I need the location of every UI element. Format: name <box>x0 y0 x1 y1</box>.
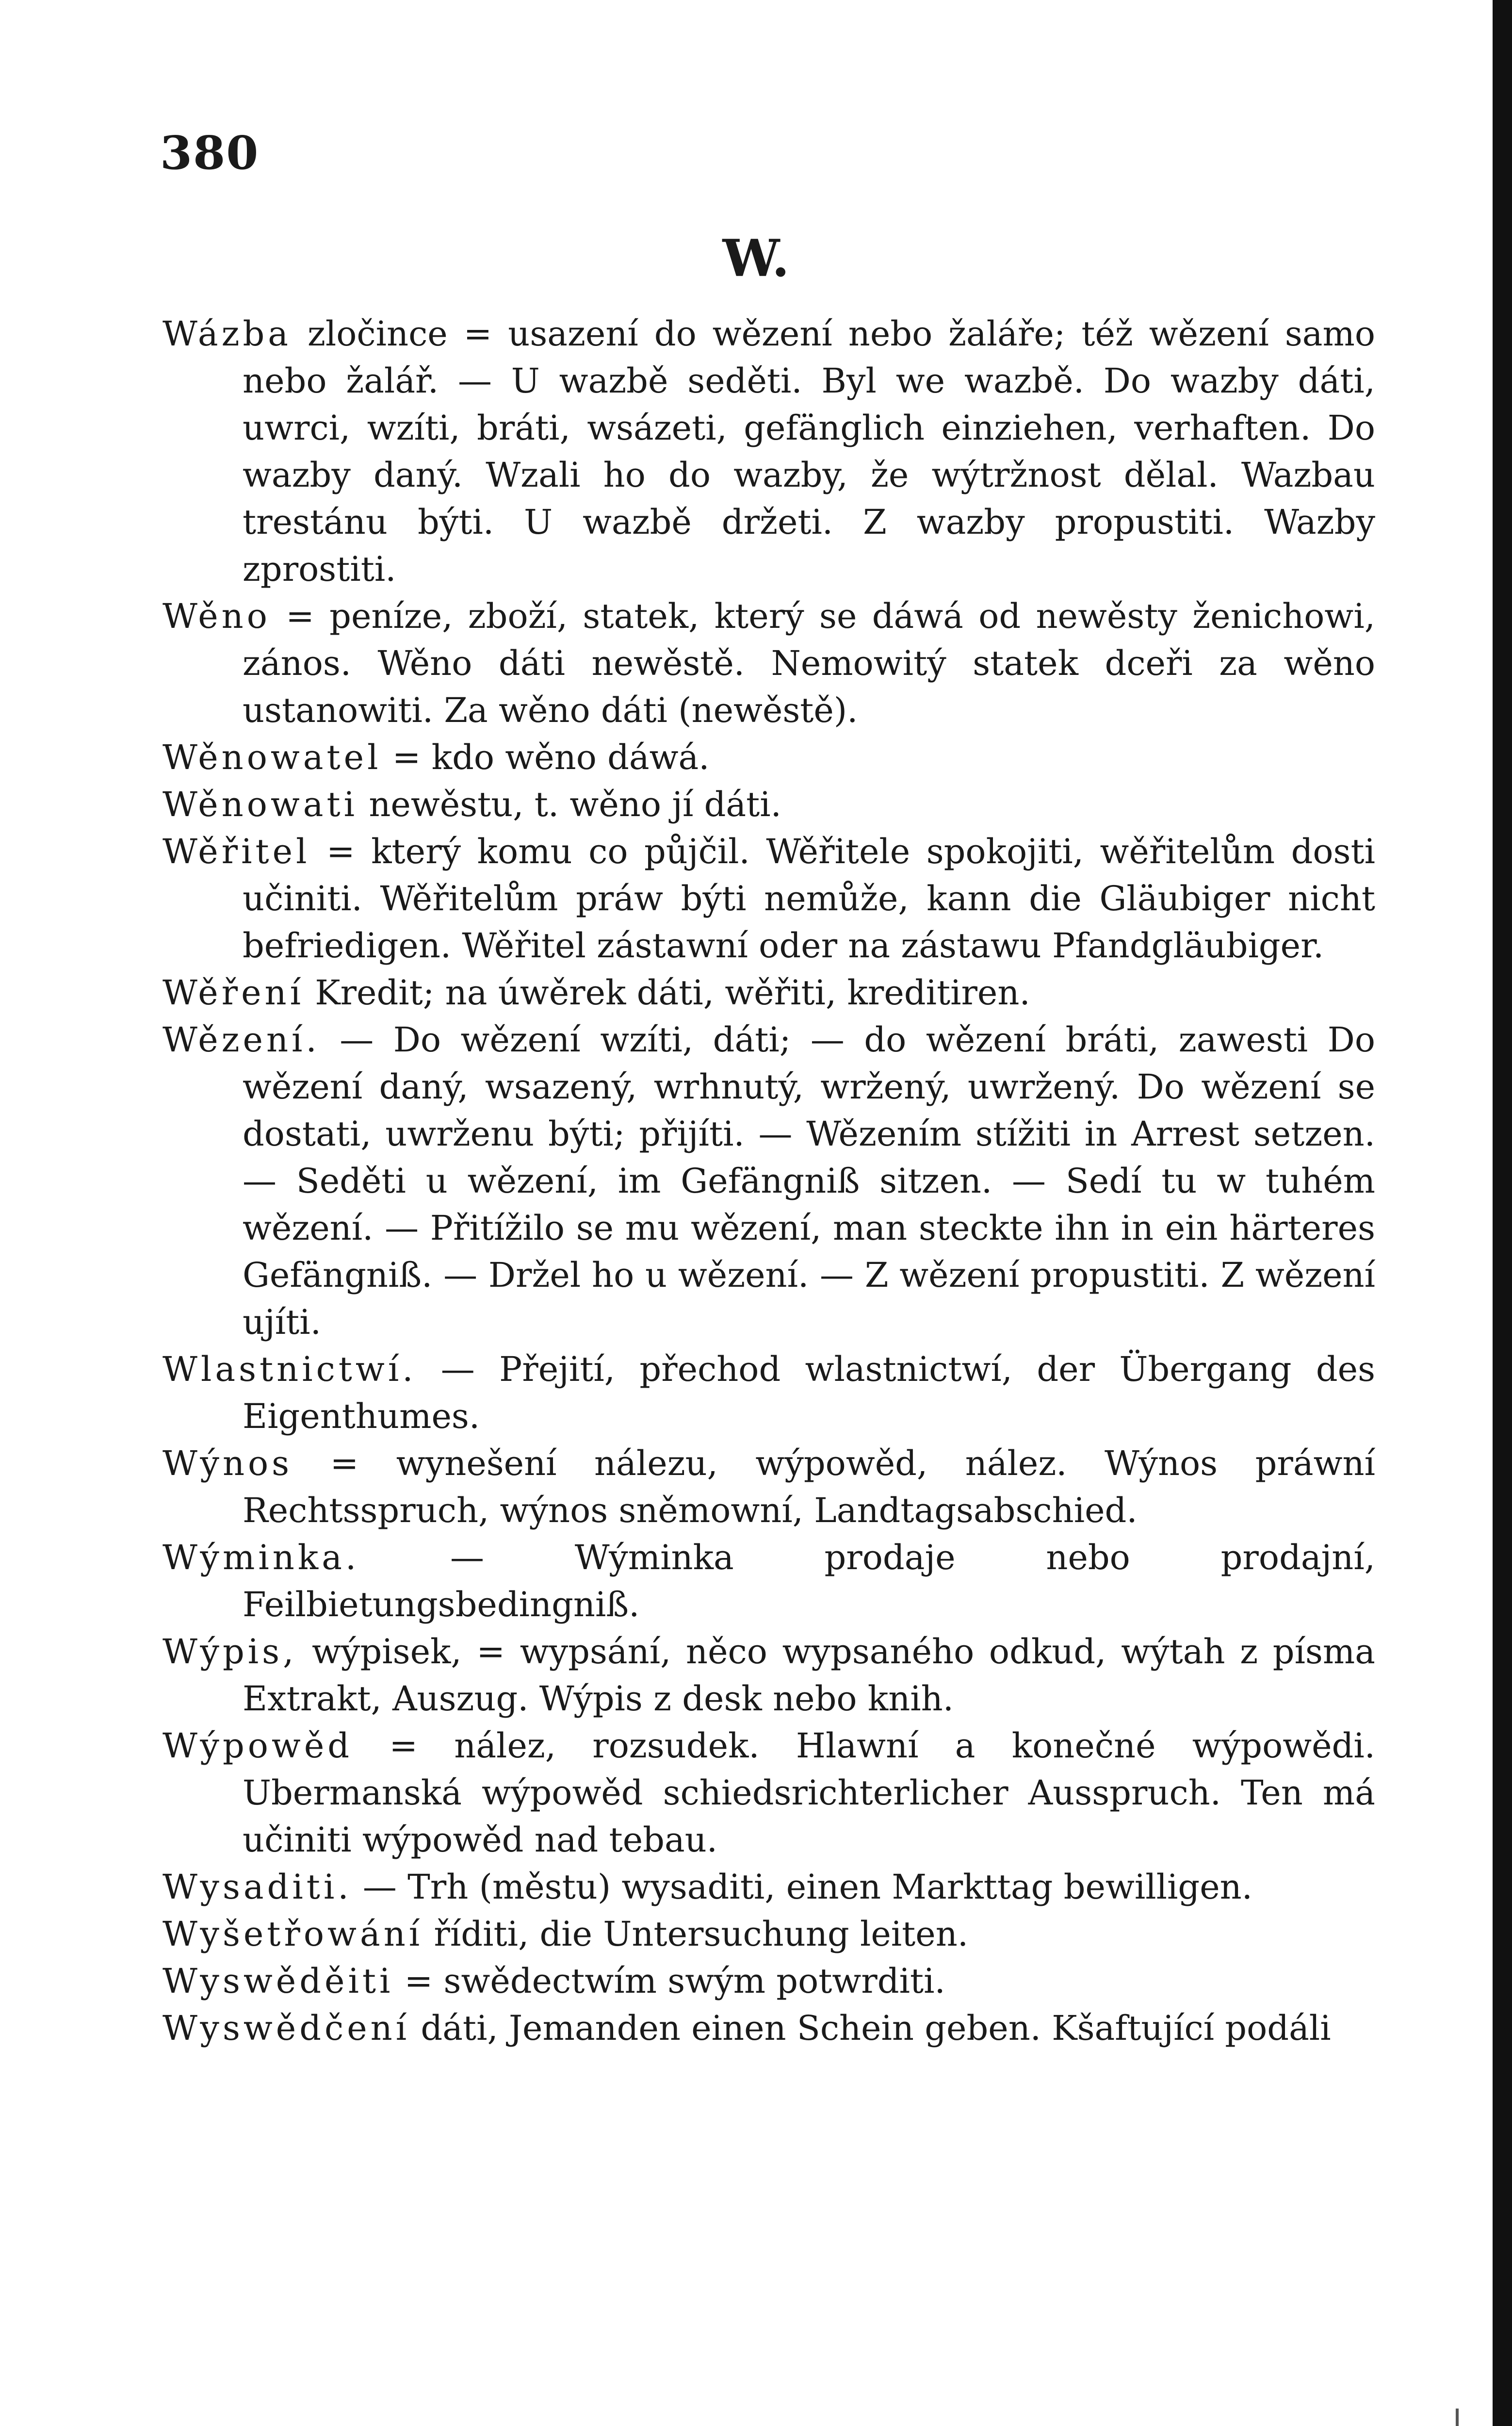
entry-headword: Wěřitel <box>163 832 310 871</box>
entry-wyswedceni <box>163 2005 1375 2052</box>
entry-headword: Wězení. <box>163 1020 320 1060</box>
entry-headword: Wěno <box>163 596 271 636</box>
entry-body: Kredit; na úwěrek dáti, wěřiti, kreditiren. <box>304 973 1030 1013</box>
entry-body: = nález, rozsudek. Hlawní a konečné wýpowědi. Ubermanská wýpowěd schiedsrichterlicher Ausspruch. Ten má učiniti wýpowěd nad tebau. <box>243 1726 1375 1860</box>
entry-weritel <box>163 828 1375 969</box>
entry-headword: Wěření <box>163 973 305 1013</box>
entry-body: newěstu, t. wěno jí dáti. <box>358 785 781 824</box>
entry-headword: Wyswěděiti <box>163 1961 394 2001</box>
entry-headword: Wysaditi. <box>163 1867 352 1907</box>
entry-wenowati <box>163 781 1375 828</box>
entry-headword: Wyswědčení <box>163 2008 410 2048</box>
entry-wlastnictwi <box>163 1346 1375 1440</box>
entry-wyminka <box>163 1534 1375 1628</box>
page-edge-shadow <box>1493 0 1512 2426</box>
entry-wysaditi <box>163 1864 1375 1911</box>
entry-headword: Wýminka. <box>163 1538 360 1577</box>
entry-body: = swědectwím swým potwrditi. <box>393 1961 945 2001</box>
entry-body: — Wýminka prodaje nebo prodajní, Feilbietungsbedingniß. <box>243 1538 1375 1624</box>
section-heading: W. <box>722 228 790 288</box>
entry-body: = který komu co půjčil. Wěřitele spokojiti, wěřitelům dosti učiniti. Wěřitelům práw býti nemůže, kann die Gläubiger nicht befriedigen. Wěřitel zástawní oder na zástawu Pfandgläubiger. <box>243 832 1375 966</box>
entry-body: dáti, Jemanden einen Schein geben. Kšaftující podáli <box>410 2008 1331 2048</box>
entry-weno <box>163 593 1375 734</box>
entry-body: — Trh (městu) wysaditi, einen Markttag bewilligen. <box>352 1867 1252 1907</box>
entry-body: = peníze, zboží, statek, který se dáwá od newěsty ženichowi, zános. Wěno dáti newěstě. Nemowitý statek dceři za wěno ustanowiti. Za wěno dáti (newěstě). <box>243 596 1375 730</box>
entry-body: — Do wězení wzíti, dáti; — do wězení bráti, zawesti Do wězení daný, wsazený, wrhnutý, wržený, uwržený. Do wězení se dostati, uwrženu býti; přijíti. — Wězením stížiti in Arrest setzen. — Seděti u wězení, im Gefängniß sitzen. — Sedí tu w tuhém wězení. — Přitížilo se mu wězení, man steckte ihn in ein härteres Gefängniß. — Držel ho u wězení. — Z wězení propustiti. Z wězení ujíti. <box>243 1020 1375 1342</box>
entry-wysetrowani <box>163 1911 1375 1958</box>
entry-headword: Wyšetřowání <box>163 1914 423 1954</box>
entry-headword: Wlastnictwí. <box>163 1349 417 1389</box>
entry-wezeni <box>163 1016 1375 1346</box>
entry-headword: Wěnowati <box>163 785 358 824</box>
entry-wypis <box>163 1628 1375 1722</box>
entry-wenowatel <box>163 734 1375 781</box>
entry-headword: Wýpowěd <box>163 1726 353 1766</box>
entry-headword: Wázba <box>163 314 292 354</box>
entry-body: — Přejití, přechod wlastnictwí, der Übergang des Eigenthumes. <box>243 1349 1375 1436</box>
entry-body: wýpisek, = wypsání, něco wypsaného odkud, wýtah z písma Extrakt, Auszug. Wýpis z desk nebo knih. <box>243 1632 1375 1719</box>
entry-headword: Wýpis, <box>163 1632 297 1672</box>
dictionary-entries <box>163 311 1375 2052</box>
entry-body: zločince = usazení do wězení nebo žaláře; též wězení samo nebo žalář. — U wazbě seděti. Byl we wazbě. Do wazby dáti, uwrci, wzíti, bráti, wsázeti, gefänglich einziehen, verhaften. Do wazby daný. Wzali ho do wazby, že wýtržnost dělal. Wazbau trestánu býti. U wazbě držeti. Z wazby propustiti. Wazby zprostiti. <box>243 314 1375 589</box>
entry-body: říditi, die Untersuchung leiten. <box>423 1914 969 1954</box>
entry-wypowed <box>163 1722 1375 1864</box>
entry-headword: Wýnos <box>163 1443 293 1483</box>
entry-wereni <box>163 969 1375 1016</box>
page-number: 380 <box>160 126 260 180</box>
entry-wyswedeiti <box>163 1958 1375 2005</box>
entry-wazba <box>163 311 1375 593</box>
scan-artifact-mark <box>1456 2409 1459 2426</box>
entry-wynos <box>163 1440 1375 1534</box>
entry-headword: Wěnowatel <box>163 738 382 777</box>
entry-body: = kdo wěno dáwá. <box>381 738 710 777</box>
entry-body: = wynešení nálezu, wýpowěd, nález. Wýnos práwní Rechtsspruch, wýnos sněmowní, Landtagsabschied. <box>243 1443 1375 1530</box>
